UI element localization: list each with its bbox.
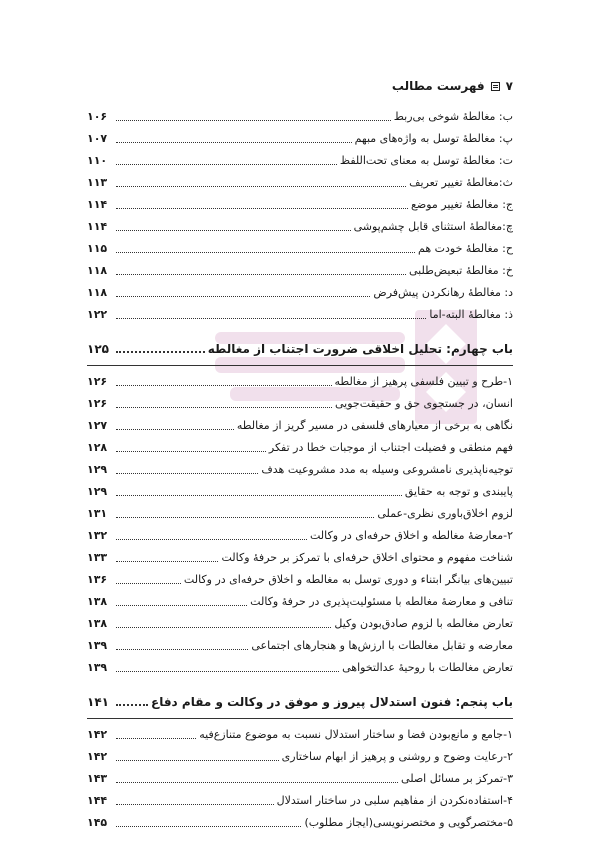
toc-entry[interactable]: فهم منطقی و فضیلت اجتناب از موجبات خطا در تفکر ۱۲۸	[87, 441, 513, 454]
toc-entry[interactable]: معارضه و تقابل مغالطات با ارزش‌ها و هنجارهای اجتماعی ۱۳۹	[87, 639, 513, 652]
toc-entry[interactable]: ۴-استفاده‌نکردن از مفاهیم سلبی در ساختار استدلال ۱۴۴	[87, 794, 513, 807]
toc-entry[interactable]: ۱-جامع و مانع‌بودن فضا و ساختار استدلال نسبت به موضوع متنازع‌فیه ۱۴۲	[87, 728, 513, 741]
toc-entry[interactable]: د: مغالطهٔ رهانکردن پیش‌فرض ۱۱۸	[87, 286, 513, 299]
toc-chapter-heading[interactable]: باب پنجم: فنون استدلال پیروز و موفق در وکالت و مقام دفاع ۱۴۱	[87, 695, 513, 709]
divider	[87, 718, 513, 719]
toc-entry[interactable]: ۵-مختصرگویی و مختصرنویسی(ایجاز مطلوب) ۱۴۵	[87, 816, 513, 829]
toc-entry[interactable]: ب: مغالطهٔ شوخی بی‌ربط ۱۰۶	[87, 110, 513, 123]
toc-entry[interactable]: تعارض مغالطات با روحیهٔ عدالتخواهی ۱۳۹	[87, 661, 513, 674]
toc-entry[interactable]: پ: مغالطهٔ توسل به واژه‌های مبهم ۱۰۷	[87, 132, 513, 145]
header-title: فهرست مطالب	[391, 79, 485, 93]
toc-entry[interactable]: تعارض مغالطه با لزوم صادق‌بودن وکیل ۱۳۸	[87, 617, 513, 630]
toc-entry[interactable]: تبیین‌های بیانگر ابتناء و دوری توسل به مغالطه و اخلاق حرفه‌ای در وکالت ۱۳۶	[87, 573, 513, 586]
toc-entry[interactable]: انسان، در جستجوی حق و حقیقت‌جویی ۱۲۶	[87, 397, 513, 410]
toc-entry[interactable]: ۲-معارضهٔ مغالطه و اخلاق حرفه‌ای در وکالت ۱۳۲	[87, 529, 513, 542]
toc-entry[interactable]: تنافی و معارضهٔ مغالطه با مسئولیت‌پذیری در حرفهٔ وکالت ۱۳۸	[87, 595, 513, 608]
table-of-contents	[87, 106, 513, 834]
divider	[87, 365, 513, 366]
toc-entry[interactable]: ج: مغالطهٔ تغییر موضع ۱۱۴	[87, 198, 513, 211]
toc-entry[interactable]: ت: مغالطهٔ توسل به معنای تحت‌اللفظ ۱۱۰	[87, 154, 513, 167]
toc-entry[interactable]: خ: مغالطهٔ تبعیض‌طلبی ۱۱۸	[87, 264, 513, 277]
toc-entry[interactable]: ۲-رعایت وضوح و روشنی و پرهیز از ابهام ساختاری ۱۴۲	[87, 750, 513, 763]
header-page-number: ۷	[505, 79, 513, 93]
book-icon	[491, 82, 500, 91]
toc-chapter-heading[interactable]: باب چهارم: تحلیل اخلاقی ضرورت اجتناب از مغالطه ۱۲۵	[87, 342, 513, 356]
toc-entry[interactable]: ح: مغالطهٔ خودت هم ۱۱۵	[87, 242, 513, 255]
running-header	[87, 76, 513, 96]
toc-entry[interactable]: شناخت مفهوم و محتوای اخلاق حرفه‌ای با تمرکز بر حرفهٔ وکالت ۱۳۳	[87, 551, 513, 564]
toc-entry[interactable]: ۱-طرح و تبیین فلسفی پرهیز از مغالطه ۱۲۶	[87, 375, 513, 388]
toc-entry[interactable]: ۳-تمرکز بر مسائل اصلی ۱۴۳	[87, 772, 513, 785]
toc-entry[interactable]: ذ: مغالطهٔ البته-اما ۱۲۲	[87, 308, 513, 321]
toc-entry[interactable]: توجیه‌ناپذیری نامشروعی وسیله به مدد مشروعیت هدف ۱۲۹	[87, 463, 513, 476]
toc-entry[interactable]: چ:مغالطهٔ استثنای قابل چشم‌پوشی ۱۱۴	[87, 220, 513, 233]
toc-entry[interactable]: ث:مغالطهٔ تغییر تعریف ۱۱۳	[87, 176, 513, 189]
toc-entry[interactable]: نگاهی به برخی از معیارهای فلسفی در مسیر گریز از مغالطه ۱۲۷	[87, 419, 513, 432]
toc-entry[interactable]: پایبندی و توجه به حقایق ۱۲۹	[87, 485, 513, 498]
toc-entry[interactable]: لزوم اخلاق‌باوری نظری-عملی ۱۳۱	[87, 507, 513, 520]
